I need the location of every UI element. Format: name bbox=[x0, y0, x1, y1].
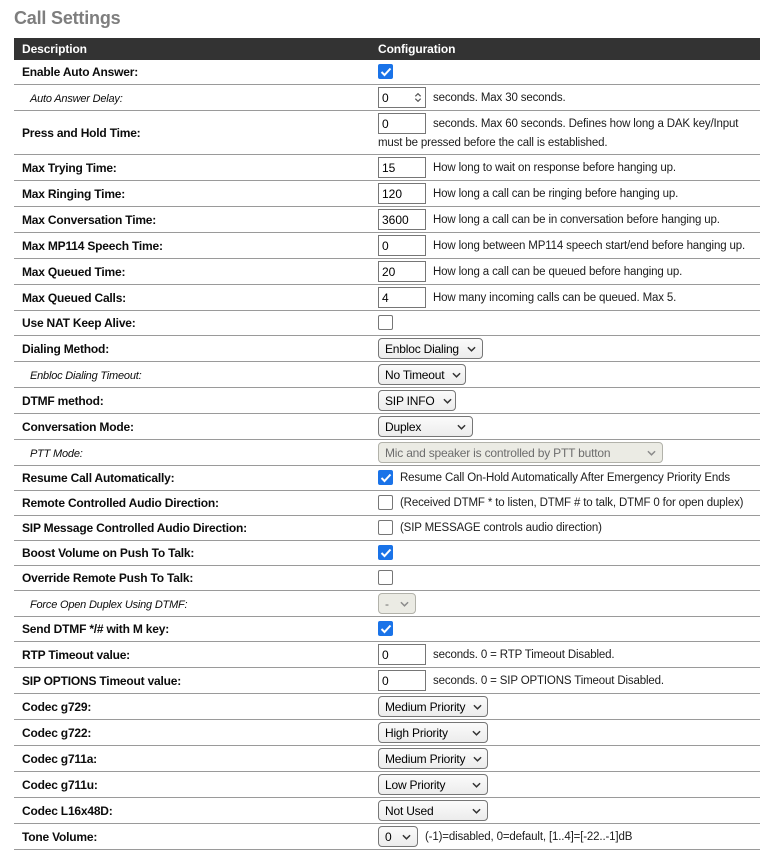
max-queued-calls-input[interactable] bbox=[378, 287, 426, 308]
tone-volume-help-text: (-1)=disabled, 0=default, [1..4]=[-22..-1]dB bbox=[425, 830, 633, 843]
configuration-cell bbox=[378, 183, 760, 204]
column-header-description: Description bbox=[22, 42, 87, 56]
table-row bbox=[14, 772, 760, 798]
table-row bbox=[14, 694, 760, 720]
dialing-method-selected-value: Enbloc Dialing bbox=[385, 341, 459, 356]
max-conversation-time-help-text: How long a call can be in conversation before hanging up. bbox=[433, 213, 720, 226]
description-cell bbox=[14, 63, 378, 81]
table-row bbox=[14, 285, 760, 311]
page-title: Call Settings bbox=[14, 8, 121, 28]
configuration-cell bbox=[378, 826, 760, 847]
table-row bbox=[14, 311, 760, 336]
description-cell bbox=[14, 519, 378, 537]
description-cell bbox=[14, 672, 378, 690]
max-queued-calls-label: Max Queued Calls: bbox=[22, 290, 126, 305]
table-row bbox=[14, 824, 760, 850]
configuration-cell bbox=[378, 722, 760, 743]
table-row bbox=[14, 516, 760, 541]
configuration-cell bbox=[378, 644, 760, 665]
configuration-cell bbox=[378, 442, 760, 463]
max-ringing-time-input[interactable] bbox=[378, 183, 426, 204]
max-trying-time-help-text: How long to wait on response before hanging up. bbox=[433, 161, 676, 174]
dtmf-method-label: DTMF method: bbox=[22, 393, 104, 408]
codec-g729-select[interactable] bbox=[378, 696, 488, 717]
description-cell bbox=[14, 469, 378, 487]
check-icon bbox=[380, 548, 392, 558]
configuration-cell bbox=[378, 670, 760, 691]
table-row bbox=[14, 491, 760, 516]
chevron-down-icon bbox=[473, 704, 482, 710]
max-queued-time-help-text: How long a call can be queued before hanging up. bbox=[433, 265, 683, 278]
max-mp114-speech-time-input[interactable] bbox=[378, 235, 426, 256]
use-nat-keep-alive-label: Use NAT Keep Alive: bbox=[22, 316, 136, 330]
codec-g722-selected-value: High Priority bbox=[385, 725, 448, 740]
description-cell bbox=[14, 444, 378, 462]
chevron-down-icon bbox=[443, 398, 452, 404]
enable-auto-answer-checkbox[interactable] bbox=[378, 64, 393, 79]
description-cell bbox=[14, 828, 378, 846]
configuration-cell bbox=[378, 544, 760, 562]
dialing-method-label: Dialing Method: bbox=[22, 341, 109, 356]
tone-volume-label: Tone Volume: bbox=[22, 829, 98, 844]
configuration-cell bbox=[378, 287, 760, 308]
chevron-down-icon bbox=[457, 424, 466, 430]
table-row bbox=[14, 233, 760, 259]
max-conversation-time-input[interactable] bbox=[378, 209, 426, 230]
max-trying-time-input[interactable] bbox=[378, 157, 426, 178]
table-row bbox=[14, 155, 760, 181]
max-queued-time-label: Max Queued Time: bbox=[22, 264, 126, 279]
max-trying-time-label: Max Trying Time: bbox=[22, 160, 117, 175]
table-row bbox=[14, 566, 760, 591]
description-cell bbox=[14, 646, 378, 664]
remote-controlled-audio-direction-label: Remote Controlled Audio Direction: bbox=[22, 496, 219, 510]
description-cell bbox=[14, 392, 378, 410]
enbloc-dialing-timeout-selected-value: No Timeout bbox=[385, 367, 445, 382]
codec-g711u-select[interactable] bbox=[378, 774, 488, 795]
table-row bbox=[14, 798, 760, 824]
description-cell bbox=[14, 418, 378, 436]
ptt-mode-select bbox=[378, 442, 663, 463]
table-row bbox=[14, 336, 760, 362]
ptt-mode-label: PTT Mode: bbox=[30, 447, 83, 460]
description-cell bbox=[14, 263, 378, 281]
chevron-down-icon bbox=[452, 372, 461, 378]
send-dtmf-with-m-key-checkbox[interactable] bbox=[378, 621, 393, 636]
rtp-timeout-value-input[interactable] bbox=[378, 644, 426, 665]
chevron-down-icon bbox=[472, 782, 481, 788]
max-conversation-time-label: Max Conversation Time: bbox=[22, 212, 157, 227]
table-row bbox=[14, 388, 760, 414]
description-cell bbox=[14, 620, 378, 638]
dtmf-method-select[interactable] bbox=[378, 390, 456, 411]
configuration-cell bbox=[378, 469, 760, 487]
tone-volume-selected-value: 0 bbox=[385, 829, 392, 844]
description-cell bbox=[14, 366, 378, 384]
configuration-cell bbox=[378, 774, 760, 795]
conversation-mode-selected-value: Duplex bbox=[385, 419, 422, 434]
rtp-timeout-value-help-text: seconds. 0 = RTP Timeout Disabled. bbox=[433, 648, 615, 661]
max-ringing-time-label: Max Ringing Time: bbox=[22, 186, 126, 201]
send-dtmf-with-m-key-label: Send DTMF */# with M key: bbox=[22, 622, 170, 636]
configuration-cell bbox=[378, 157, 760, 178]
configuration-cell bbox=[378, 314, 760, 332]
codec-g722-select[interactable] bbox=[378, 722, 488, 743]
table-row bbox=[14, 617, 760, 642]
table-row bbox=[14, 642, 760, 668]
description-cell bbox=[14, 340, 378, 358]
configuration-cell bbox=[378, 519, 760, 537]
table-row bbox=[14, 259, 760, 285]
configuration-cell bbox=[378, 113, 760, 152]
max-queued-calls-help-text: How many incoming calls can be queued. Max 5. bbox=[433, 291, 677, 304]
rtp-timeout-value-label: RTP Timeout value: bbox=[22, 647, 130, 662]
configuration-cell bbox=[378, 63, 760, 81]
sip-message-controlled-audio-direction-help-text: (SIP MESSAGE controls audio direction) bbox=[400, 522, 602, 534]
column-header-configuration: Configuration bbox=[378, 42, 456, 56]
table-row bbox=[14, 746, 760, 772]
description-cell bbox=[14, 776, 378, 794]
chevron-down-icon bbox=[400, 601, 409, 607]
configuration-cell bbox=[378, 696, 760, 717]
codec-g711a-select[interactable] bbox=[378, 748, 488, 769]
auto-answer-delay-number-field bbox=[378, 87, 426, 108]
codec-g729-label: Codec g729: bbox=[22, 699, 92, 714]
conversation-mode-select[interactable] bbox=[378, 416, 473, 437]
resume-call-automatically-checkbox[interactable] bbox=[378, 470, 393, 485]
table-body bbox=[14, 60, 760, 850]
table-row bbox=[14, 362, 760, 388]
chevron-down-icon bbox=[472, 808, 481, 814]
configuration-cell bbox=[378, 338, 760, 359]
sip-options-timeout-value-label: SIP OPTIONS Timeout value: bbox=[22, 673, 182, 688]
codec-l16x48d-selected-value: Not Used bbox=[385, 803, 434, 818]
tone-volume-select[interactable] bbox=[378, 826, 418, 847]
max-mp114-speech-time-help-text: How long between MP114 speech start/end before hanging up. bbox=[433, 239, 746, 252]
override-remote-push-to-talk-checkbox[interactable] bbox=[378, 570, 393, 585]
codec-g711u-selected-value: Low Priority bbox=[385, 777, 446, 792]
max-ringing-time-help-text: How long a call can be ringing before hanging up. bbox=[433, 187, 679, 200]
table-row bbox=[14, 440, 760, 466]
check-icon bbox=[380, 67, 392, 77]
table-row bbox=[14, 60, 760, 85]
enable-auto-answer-label: Enable Auto Answer: bbox=[22, 65, 138, 79]
codec-g711a-label: Codec g711a: bbox=[22, 751, 97, 766]
table-row bbox=[14, 111, 760, 155]
configuration-cell bbox=[378, 494, 760, 512]
chevron-down-icon bbox=[473, 756, 482, 762]
description-cell bbox=[14, 595, 378, 613]
configuration-cell bbox=[378, 235, 760, 256]
number-spinner[interactable] bbox=[411, 89, 424, 106]
boost-volume-on-push-to-talk-checkbox[interactable] bbox=[378, 545, 393, 560]
remote-controlled-audio-direction-checkbox[interactable] bbox=[378, 495, 393, 510]
description-cell bbox=[14, 159, 378, 177]
description-cell bbox=[14, 544, 378, 562]
use-nat-keep-alive-checkbox[interactable] bbox=[378, 315, 393, 330]
resume-call-automatically-label: Resume Call Automatically: bbox=[22, 471, 175, 485]
configuration-cell bbox=[378, 261, 760, 282]
description-cell bbox=[14, 89, 378, 107]
codec-g711u-label: Codec g711u: bbox=[22, 777, 98, 792]
description-cell bbox=[14, 724, 378, 742]
configuration-cell bbox=[378, 748, 760, 769]
conversation-mode-label: Conversation Mode: bbox=[22, 419, 134, 434]
enbloc-dialing-timeout-select[interactable] bbox=[378, 364, 466, 385]
configuration-cell bbox=[378, 800, 760, 821]
description-cell bbox=[14, 569, 378, 587]
max-queued-time-input[interactable] bbox=[378, 261, 426, 282]
force-open-duplex-using-dtmf-select bbox=[378, 593, 416, 614]
table-row bbox=[14, 85, 760, 111]
table-header-row bbox=[14, 38, 760, 60]
table-row bbox=[14, 466, 760, 491]
codec-g722-label: Codec g722: bbox=[22, 725, 92, 740]
description-cell bbox=[14, 314, 378, 332]
press-and-hold-time-help-text: seconds. Max 60 seconds. Defines how long a DAK key/Input must be pressed before the call is established. bbox=[378, 117, 739, 149]
settings-table bbox=[14, 38, 760, 850]
table-row bbox=[14, 414, 760, 440]
auto-answer-delay-help-text: seconds. Max 30 seconds. bbox=[433, 91, 566, 104]
configuration-cell bbox=[378, 364, 760, 385]
configuration-cell bbox=[378, 209, 760, 230]
table-row bbox=[14, 668, 760, 694]
table-row bbox=[14, 181, 760, 207]
check-icon bbox=[380, 473, 392, 483]
description-cell bbox=[14, 289, 378, 307]
sip-options-timeout-value-input[interactable] bbox=[378, 670, 426, 691]
description-cell bbox=[14, 185, 378, 203]
dialing-method-select[interactable] bbox=[378, 338, 483, 359]
configuration-cell bbox=[378, 87, 760, 108]
codec-l16x48d-select[interactable] bbox=[378, 800, 488, 821]
sip-options-timeout-value-help-text: seconds. 0 = SIP OPTIONS Timeout Disabled. bbox=[433, 674, 664, 687]
configuration-cell bbox=[378, 416, 760, 437]
codec-g729-selected-value: Medium Priority bbox=[385, 699, 466, 714]
description-cell bbox=[14, 698, 378, 716]
table-row bbox=[14, 541, 760, 566]
chevron-down-icon bbox=[472, 730, 481, 736]
chevron-down-icon[interactable] bbox=[414, 98, 422, 102]
description-cell bbox=[14, 211, 378, 229]
force-open-duplex-using-dtmf-selected-value: - bbox=[385, 596, 389, 611]
sip-message-controlled-audio-direction-label: SIP Message Controlled Audio Direction: bbox=[22, 521, 247, 535]
table-row bbox=[14, 591, 760, 617]
configuration-cell bbox=[378, 390, 760, 411]
configuration-cell bbox=[378, 620, 760, 638]
auto-answer-delay-label: Auto Answer Delay: bbox=[30, 92, 123, 105]
chevron-down-icon bbox=[467, 346, 476, 352]
description-cell bbox=[14, 237, 378, 255]
press-and-hold-time-label: Press and Hold Time: bbox=[22, 125, 141, 140]
description-cell bbox=[14, 494, 378, 512]
dtmf-method-selected-value: SIP INFO bbox=[385, 393, 435, 408]
remote-controlled-audio-direction-help-text: (Received DTMF * to listen, DTMF # to talk, DTMF 0 for open duplex) bbox=[400, 497, 744, 509]
enbloc-dialing-timeout-label: Enbloc Dialing Timeout: bbox=[30, 369, 142, 382]
description-cell bbox=[14, 124, 378, 142]
resume-call-automatically-help-text: Resume Call On-Hold Automatically After Emergency Priority Ends bbox=[400, 472, 730, 484]
chevron-down-icon bbox=[402, 834, 411, 840]
press-and-hold-time-input[interactable] bbox=[378, 113, 426, 134]
table-row bbox=[14, 207, 760, 233]
chevron-up-icon[interactable] bbox=[414, 93, 422, 97]
description-cell bbox=[14, 802, 378, 820]
configuration-cell bbox=[378, 593, 760, 614]
codec-g711a-selected-value: Medium Priority bbox=[385, 751, 466, 766]
description-cell bbox=[14, 750, 378, 768]
override-remote-push-to-talk-label: Override Remote Push To Talk: bbox=[22, 571, 194, 585]
force-open-duplex-using-dtmf-label: Force Open Duplex Using DTMF: bbox=[30, 598, 188, 611]
sip-message-controlled-audio-direction-checkbox[interactable] bbox=[378, 520, 393, 535]
boost-volume-on-push-to-talk-label: Boost Volume on Push To Talk: bbox=[22, 546, 195, 560]
codec-l16x48d-label: Codec L16x48D: bbox=[22, 803, 113, 818]
table-row bbox=[14, 720, 760, 746]
max-mp114-speech-time-label: Max MP114 Speech Time: bbox=[22, 238, 163, 253]
configuration-cell bbox=[378, 569, 760, 587]
check-icon bbox=[380, 624, 392, 634]
ptt-mode-selected-value: Mic and speaker is controlled by PTT button bbox=[385, 445, 611, 460]
chevron-down-icon bbox=[647, 450, 656, 456]
